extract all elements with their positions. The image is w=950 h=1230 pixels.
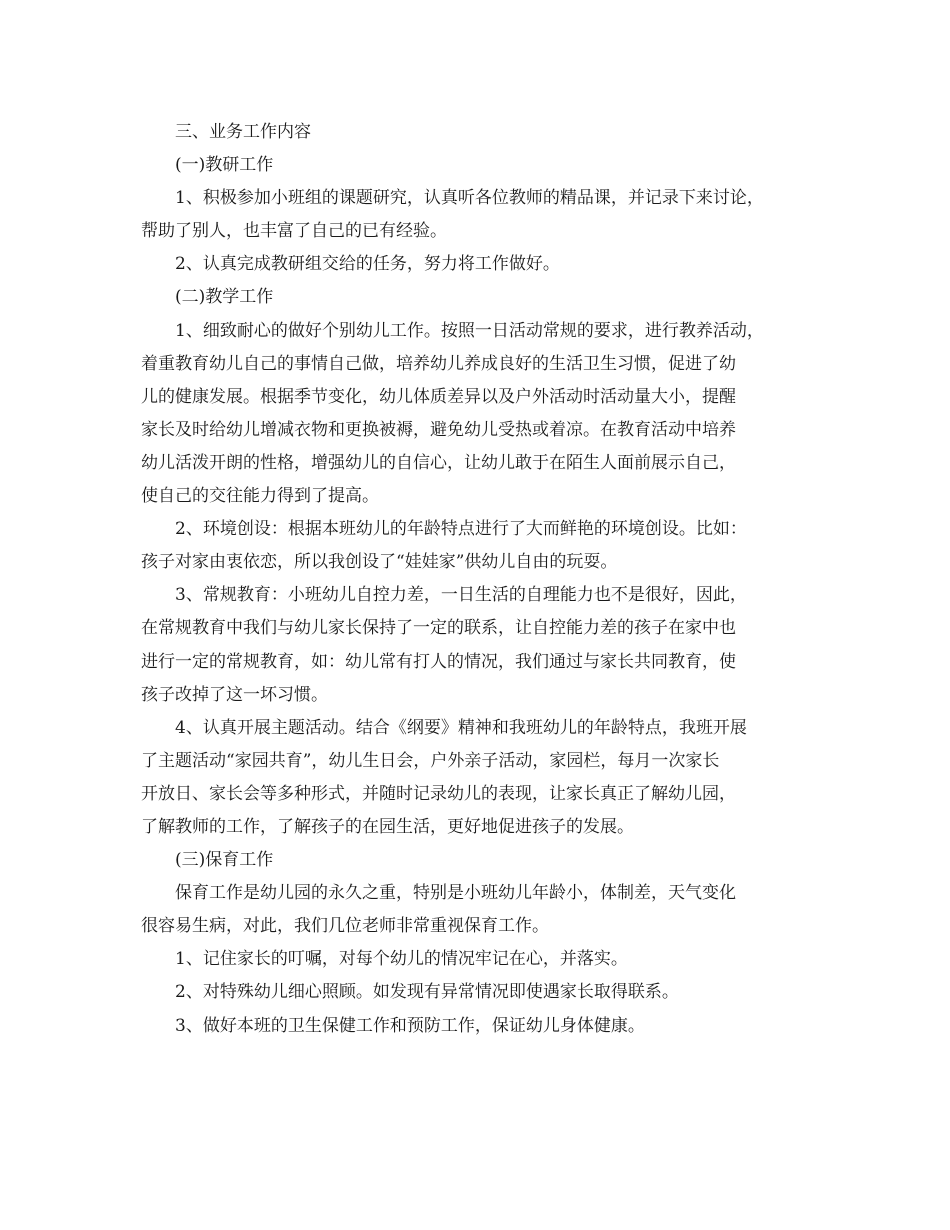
paragraph-start-line: 4、认真开展主题活动。结合《纲要》精神和我班幼儿的年龄特点，我班开展 — [175, 717, 747, 738]
paragraph-continuation-line: 进行一定的常规教育，如：幼儿常有打人的情况，我们通过与家长共同教育，使 — [141, 651, 736, 672]
paragraph-start-line: 3、做好本班的卫生保健工作和预防工作，保证幼儿身体健康。 — [175, 1015, 645, 1036]
paragraph-start-line: 保育工作是幼儿园的永久之重，特别是小班幼儿年龄小，体制差，天气变化 — [175, 883, 736, 904]
paragraph-continuation-line: 帮助了别人，也丰富了自己的已有经验。 — [141, 221, 447, 242]
paragraph-start-line: (一)教研工作 — [175, 155, 274, 176]
document-body — [141, 116, 821, 1043]
paragraph-continuation-line: 幼儿活泼开朗的性格，增强幼儿的自信心，让幼儿敢于在陌生人面前展示自己， — [141, 452, 736, 473]
paragraph-start-line: 1、细致耐心的做好个别幼儿工作。按照一日活动常规的要求，进行教养活动， — [175, 320, 764, 341]
paragraph-continuation-line: 着重教育幼儿自己的事情自己做，培养幼儿养成良好的生活卫生习惯，促进了幼 — [141, 353, 736, 374]
paragraph-continuation-line: 很容易生病，对此，我们几位老师非常重视保育工作。 — [141, 916, 549, 937]
paragraph-start-line: 三、业务工作内容 — [175, 122, 311, 142]
paragraph-start-line: 1、记住家长的叮嘱，对每个幼儿的情况牢记在心，并落实。 — [175, 949, 628, 970]
paragraph-continuation-line: 在常规教育中我们与幼儿家长保持了一定的联系，让自控能力差的孩子在家中也 — [141, 618, 736, 639]
paragraph-continuation-line: 了主题活动“家园共育”，幼儿生日会，户外亲子活动，家园栏，每月一次家长 — [141, 750, 720, 771]
paragraph-continuation-line: 了解教师的工作，了解孩子的在园生活，更好地促进孩子的发展。 — [141, 816, 634, 837]
paragraph-continuation-line: 家长及时给幼儿增减衣物和更换被褥，避免幼儿受热或着凉。在教育活动中培养 — [141, 419, 736, 440]
paragraph-start-line: 2、对特殊幼儿细心照顾。如发现有异常情况即使遇家长取得联系。 — [175, 982, 679, 1003]
paragraph-start-line: 1、积极参加小班组的课题研究，认真听各位教师的精品课，并记录下来讨论， — [175, 188, 764, 209]
paragraph-continuation-line: 开放日、家长会等多种形式，并随时记录幼儿的表现，让家长真正了解幼儿园， — [141, 783, 736, 804]
paragraph-continuation-line: 儿的健康发展。根据季节变化，幼儿体质差异以及户外活动时活动量大小，提醒 — [141, 386, 736, 407]
paragraph-start-line: (三)保育工作 — [175, 850, 274, 871]
paragraph-continuation-line: 孩子改掉了这一坏习惯。 — [141, 684, 328, 705]
paragraph-start-line: 3、常规教育：小班幼儿自控力差，一日生活的自理能力也不是很好，因此， — [175, 585, 747, 606]
paragraph-continuation-line: 使自己的交往能力得到了提高。 — [141, 486, 379, 507]
paragraph-start-line: (二)教学工作 — [175, 287, 274, 308]
paragraph-start-line: 2、认真完成教研组交给的任务，努力将工作做好。 — [175, 254, 560, 275]
paragraph-continuation-line: 孩子对家由衷依恋，所以我创设了“娃娃家”供幼儿自由的玩耍。 — [141, 552, 618, 573]
paragraph-start-line: 2、环境创设：根据本班幼儿的年龄特点进行了大而鲜艳的环境创设。比如： — [175, 519, 747, 540]
